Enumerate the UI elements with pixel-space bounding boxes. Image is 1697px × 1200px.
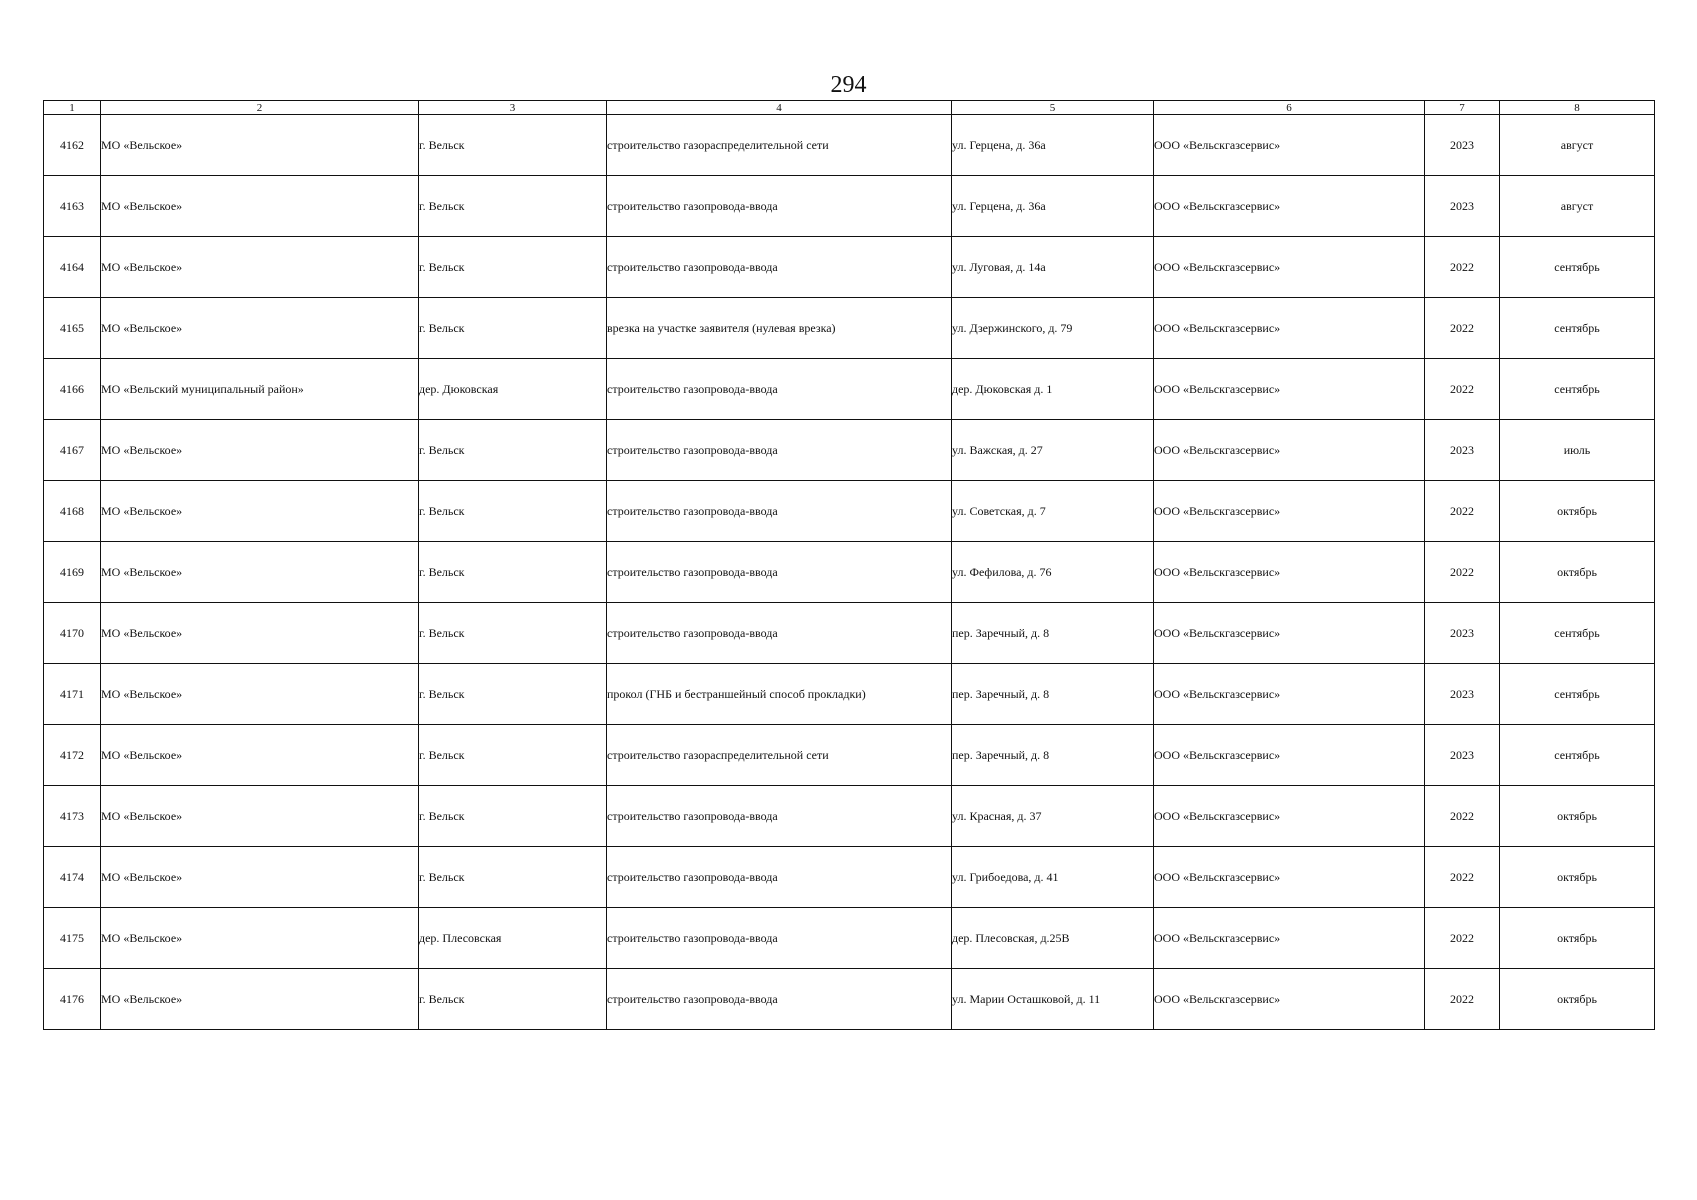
- address-cell: ул. Советская, д. 7: [952, 481, 1154, 542]
- organization-cell: ООО «Вельскгазсервис»: [1154, 298, 1425, 359]
- organization-cell: ООО «Вельскгазсервис»: [1154, 969, 1425, 1030]
- column-header-7: 7: [1425, 101, 1500, 115]
- address-cell: дер. Плесовская, д.25В: [952, 908, 1154, 969]
- row-number-cell: 4170: [44, 603, 101, 664]
- settlement-cell: г. Вельск: [419, 298, 607, 359]
- table-row: [44, 725, 1655, 786]
- table-row: [44, 481, 1655, 542]
- municipality-cell: МО «Вельское»: [101, 664, 419, 725]
- settlement-cell: г. Вельск: [419, 420, 607, 481]
- settlement-cell: дер. Плесовская: [419, 908, 607, 969]
- organization-cell: ООО «Вельскгазсервис»: [1154, 176, 1425, 237]
- settlement-cell: г. Вельск: [419, 969, 607, 1030]
- work-type-cell: строительство газопровода-ввода: [607, 176, 952, 237]
- table-row: [44, 420, 1655, 481]
- municipality-cell: МО «Вельское»: [101, 603, 419, 664]
- settlement-cell: г. Вельск: [419, 481, 607, 542]
- municipality-cell: МО «Вельское»: [101, 847, 419, 908]
- column-header-5: 5: [952, 101, 1154, 115]
- municipality-cell: МО «Вельское»: [101, 725, 419, 786]
- municipality-cell: МО «Вельское»: [101, 908, 419, 969]
- month-cell: июль: [1500, 420, 1655, 481]
- address-cell: ул. Герцена, д. 36а: [952, 115, 1154, 176]
- work-type-cell: строительство газопровода-ввода: [607, 969, 952, 1030]
- row-number-cell: 4166: [44, 359, 101, 420]
- organization-cell: ООО «Вельскгазсервис»: [1154, 115, 1425, 176]
- year-cell: 2023: [1425, 115, 1500, 176]
- table-row: [44, 969, 1655, 1030]
- municipality-cell: МО «Вельское»: [101, 420, 419, 481]
- month-cell: октябрь: [1500, 542, 1655, 603]
- page-number: 294: [830, 72, 867, 98]
- table-row: [44, 908, 1655, 969]
- row-number-cell: 4168: [44, 481, 101, 542]
- year-cell: 2022: [1425, 908, 1500, 969]
- column-header-4: 4: [607, 101, 952, 115]
- table-row: [44, 603, 1655, 664]
- organization-cell: ООО «Вельскгазсервис»: [1154, 725, 1425, 786]
- settlement-cell: г. Вельск: [419, 603, 607, 664]
- organization-cell: ООО «Вельскгазсервис»: [1154, 847, 1425, 908]
- work-type-cell: строительство газопровода-ввода: [607, 481, 952, 542]
- row-number-cell: 4162: [44, 115, 101, 176]
- address-cell: ул. Луговая, д. 14а: [952, 237, 1154, 298]
- address-cell: дер. Дюковская д. 1: [952, 359, 1154, 420]
- year-cell: 2022: [1425, 237, 1500, 298]
- month-cell: сентябрь: [1500, 359, 1655, 420]
- year-cell: 2022: [1425, 481, 1500, 542]
- data-table: [43, 100, 1655, 1030]
- column-header-2: 2: [101, 101, 419, 115]
- month-cell: октябрь: [1500, 908, 1655, 969]
- row-number-cell: 4165: [44, 298, 101, 359]
- year-cell: 2022: [1425, 786, 1500, 847]
- address-cell: ул. Красная, д. 37: [952, 786, 1154, 847]
- table-row: [44, 786, 1655, 847]
- work-type-cell: строительство газопровода-ввода: [607, 908, 952, 969]
- table-row: [44, 847, 1655, 908]
- table-row: [44, 664, 1655, 725]
- table-row: [44, 542, 1655, 603]
- year-cell: 2022: [1425, 969, 1500, 1030]
- settlement-cell: дер. Дюковская: [419, 359, 607, 420]
- work-type-cell: строительство газопровода-ввода: [607, 359, 952, 420]
- table-header: [44, 101, 1655, 115]
- table-row: [44, 237, 1655, 298]
- organization-cell: ООО «Вельскгазсервис»: [1154, 420, 1425, 481]
- address-cell: ул. Марии Осташковой, д. 11: [952, 969, 1154, 1030]
- settlement-cell: г. Вельск: [419, 237, 607, 298]
- organization-cell: ООО «Вельскгазсервис»: [1154, 664, 1425, 725]
- month-cell: август: [1500, 115, 1655, 176]
- work-type-cell: строительство газопровода-ввода: [607, 542, 952, 603]
- year-cell: 2022: [1425, 542, 1500, 603]
- address-cell: пер. Заречный, д. 8: [952, 664, 1154, 725]
- work-type-cell: строительство газопровода-ввода: [607, 786, 952, 847]
- settlement-cell: г. Вельск: [419, 786, 607, 847]
- table-row: [44, 115, 1655, 176]
- row-number-cell: 4176: [44, 969, 101, 1030]
- month-cell: октябрь: [1500, 847, 1655, 908]
- month-cell: октябрь: [1500, 969, 1655, 1030]
- organization-cell: ООО «Вельскгазсервис»: [1154, 603, 1425, 664]
- column-header-3: 3: [419, 101, 607, 115]
- settlement-cell: г. Вельск: [419, 115, 607, 176]
- organization-cell: ООО «Вельскгазсервис»: [1154, 481, 1425, 542]
- municipality-cell: МО «Вельское»: [101, 237, 419, 298]
- year-cell: 2023: [1425, 664, 1500, 725]
- municipality-cell: МО «Вельское»: [101, 786, 419, 847]
- month-cell: сентябрь: [1500, 298, 1655, 359]
- settlement-cell: г. Вельск: [419, 725, 607, 786]
- row-number-cell: 4173: [44, 786, 101, 847]
- municipality-cell: МО «Вельское»: [101, 481, 419, 542]
- table-body: [44, 115, 1655, 1030]
- address-cell: ул. Дзержинского, д. 79: [952, 298, 1154, 359]
- address-cell: ул. Важская, д. 27: [952, 420, 1154, 481]
- year-cell: 2023: [1425, 603, 1500, 664]
- row-number-cell: 4169: [44, 542, 101, 603]
- address-cell: пер. Заречный, д. 8: [952, 603, 1154, 664]
- organization-cell: ООО «Вельскгазсервис»: [1154, 359, 1425, 420]
- row-number-cell: 4175: [44, 908, 101, 969]
- month-cell: сентябрь: [1500, 725, 1655, 786]
- month-cell: август: [1500, 176, 1655, 237]
- column-header-6: 6: [1154, 101, 1425, 115]
- address-cell: ул. Фефилова, д. 76: [952, 542, 1154, 603]
- year-cell: 2022: [1425, 298, 1500, 359]
- address-cell: пер. Заречный, д. 8: [952, 725, 1154, 786]
- municipality-cell: МО «Вельский муниципальный район»: [101, 359, 419, 420]
- work-type-cell: врезка на участке заявителя (нулевая врезка): [607, 298, 952, 359]
- work-type-cell: прокол (ГНБ и бестраншейный способ прокладки): [607, 664, 952, 725]
- row-number-cell: 4171: [44, 664, 101, 725]
- column-header-1: 1: [44, 101, 101, 115]
- work-type-cell: строительство газопровода-ввода: [607, 847, 952, 908]
- organization-cell: ООО «Вельскгазсервис»: [1154, 908, 1425, 969]
- settlement-cell: г. Вельск: [419, 847, 607, 908]
- row-number-cell: 4167: [44, 420, 101, 481]
- row-number-cell: 4172: [44, 725, 101, 786]
- row-number-cell: 4163: [44, 176, 101, 237]
- month-cell: октябрь: [1500, 786, 1655, 847]
- organization-cell: ООО «Вельскгазсервис»: [1154, 786, 1425, 847]
- row-number-cell: 4164: [44, 237, 101, 298]
- settlement-cell: г. Вельск: [419, 664, 607, 725]
- work-type-cell: строительство газопровода-ввода: [607, 420, 952, 481]
- organization-cell: ООО «Вельскгазсервис»: [1154, 542, 1425, 603]
- address-cell: ул. Грибоедова, д. 41: [952, 847, 1154, 908]
- year-cell: 2023: [1425, 725, 1500, 786]
- work-type-cell: строительство газораспределительной сети: [607, 725, 952, 786]
- work-type-cell: строительство газопровода-ввода: [607, 237, 952, 298]
- table-row: [44, 359, 1655, 420]
- table-row: [44, 176, 1655, 237]
- month-cell: октябрь: [1500, 481, 1655, 542]
- row-number-cell: 4174: [44, 847, 101, 908]
- month-cell: сентябрь: [1500, 664, 1655, 725]
- year-cell: 2023: [1425, 176, 1500, 237]
- settlement-cell: г. Вельск: [419, 176, 607, 237]
- municipality-cell: МО «Вельское»: [101, 176, 419, 237]
- month-cell: сентябрь: [1500, 603, 1655, 664]
- municipality-cell: МО «Вельское»: [101, 969, 419, 1030]
- municipality-cell: МО «Вельское»: [101, 542, 419, 603]
- settlement-cell: г. Вельск: [419, 542, 607, 603]
- year-cell: 2022: [1425, 847, 1500, 908]
- work-type-cell: строительство газораспределительной сети: [607, 115, 952, 176]
- address-cell: ул. Герцена, д. 36а: [952, 176, 1154, 237]
- municipality-cell: МО «Вельское»: [101, 115, 419, 176]
- column-number-row: [44, 101, 1655, 115]
- year-cell: 2023: [1425, 420, 1500, 481]
- table-row: [44, 298, 1655, 359]
- month-cell: сентябрь: [1500, 237, 1655, 298]
- municipality-cell: МО «Вельское»: [101, 298, 419, 359]
- organization-cell: ООО «Вельскгазсервис»: [1154, 237, 1425, 298]
- year-cell: 2022: [1425, 359, 1500, 420]
- column-header-8: 8: [1500, 101, 1655, 115]
- work-type-cell: строительство газопровода-ввода: [607, 603, 952, 664]
